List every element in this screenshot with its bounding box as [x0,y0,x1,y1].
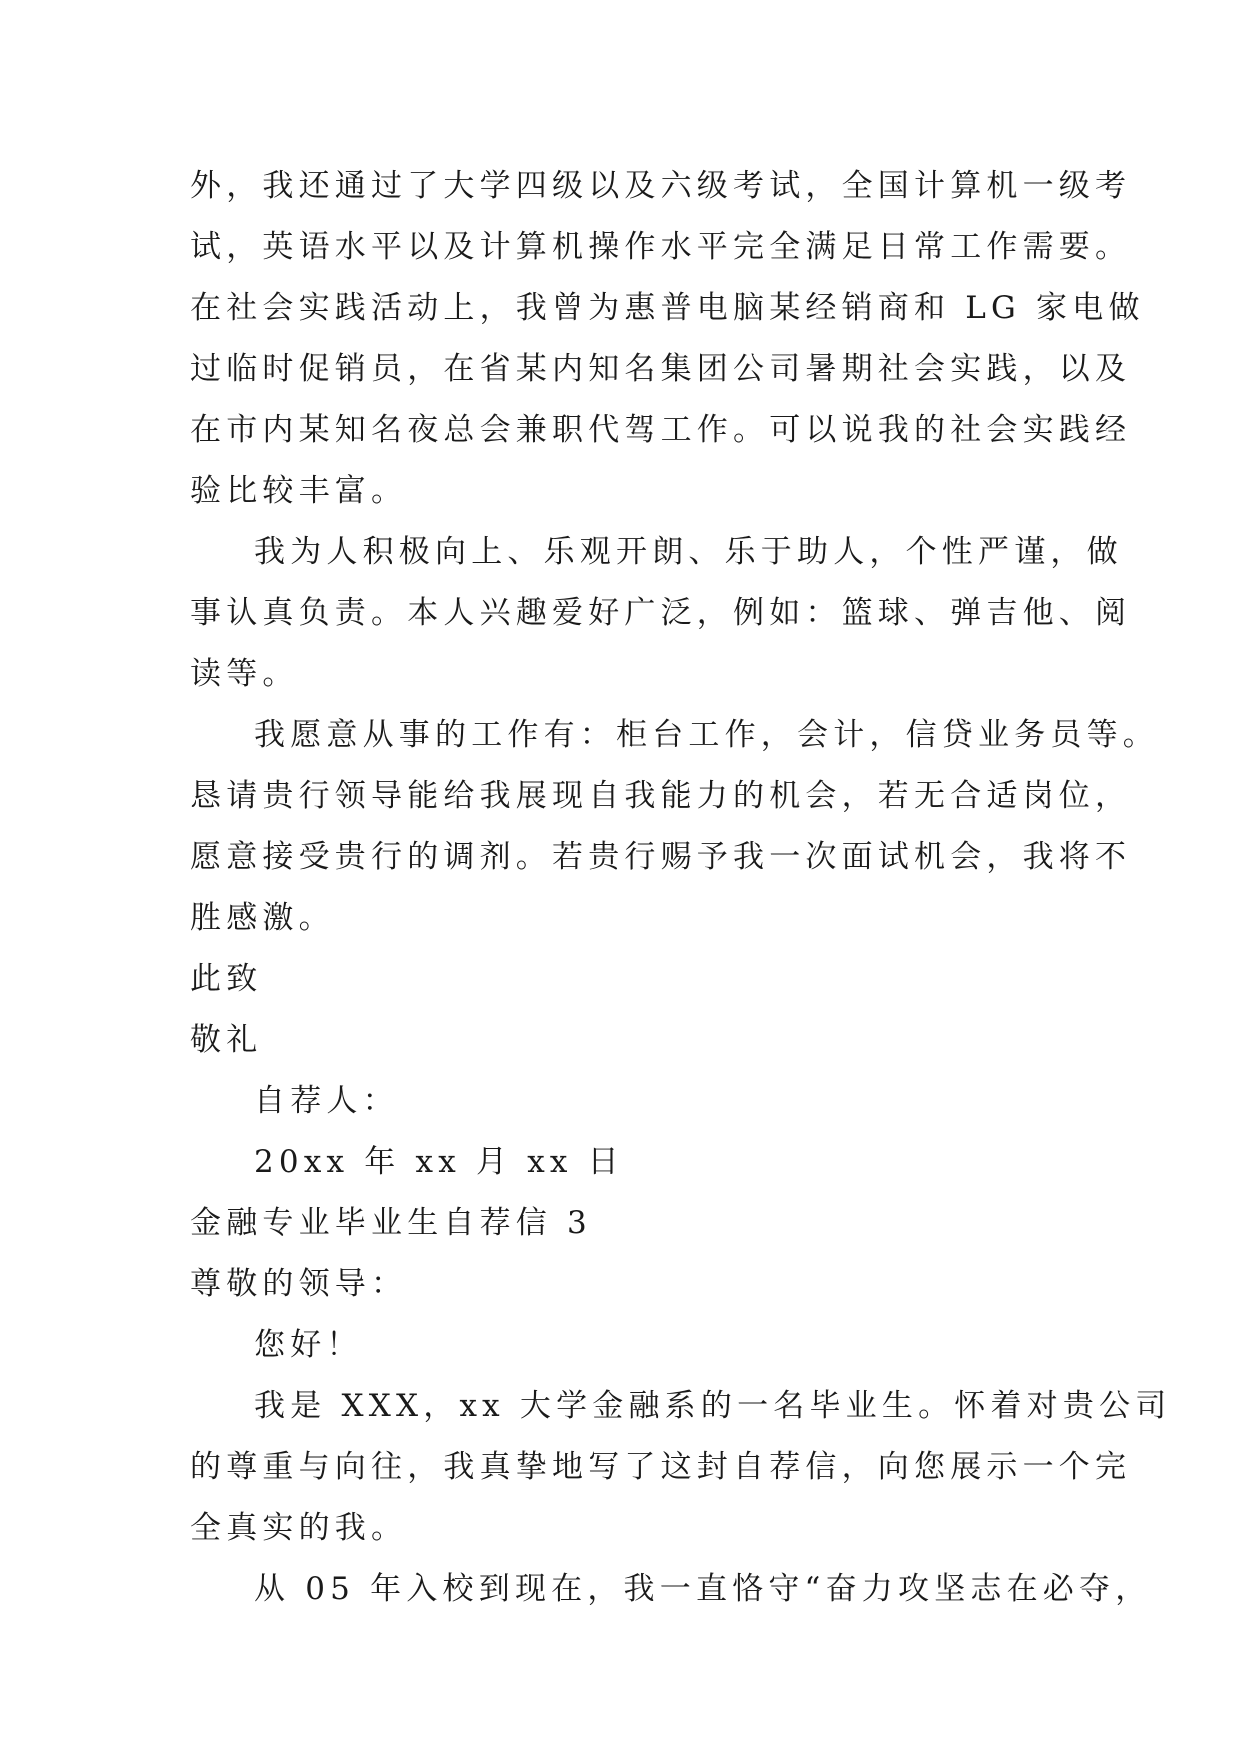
body-line: 试，英语水平以及计算机操作水平完全满足日常工作需要。 [190,229,1132,265]
body-line: 验比较丰富。 [190,473,408,509]
body-line: 在社会实践活动上，我曾为惠普电脑某经销商和 LG 家电做 [190,290,1145,326]
greeting: 您好！ [254,1327,363,1363]
closing-line: 敬礼 [190,1022,263,1058]
paragraph-start-line: 我愿意从事的工作有：柜台工作，会计，信贷业务员等。 [254,717,1159,753]
paragraph-start-line: 我是 XXX，xx 大学金融系的一名毕业生。怀着对贵公司 [254,1388,1172,1424]
body-line: 胜感激。 [190,900,335,936]
signature-date: 20xx 年 xx 月 xx 日 [254,1144,624,1180]
body-line: 过临时促销员，在省某内知名集团公司暑期社会实践，以及 [190,351,1132,387]
body-line: 事认真负责。本人兴趣爱好广泛，例如：篮球、弹吉他、阅 [190,595,1132,631]
body-line: 全真实的我。 [190,1510,408,1546]
signature-label: 自荐人： [254,1083,399,1119]
section-title: 金融专业毕业生自荐信 3 [190,1205,592,1241]
paragraph-start-line: 我为人积极向上、乐观开朗、乐于助人，个性严谨，做 [254,534,1123,570]
body-line: 外，我还通过了大学四级以及六级考试，全国计算机一级考 [190,168,1132,204]
body-line: 在市内某知名夜总会兼职代驾工作。可以说我的社会实践经 [190,412,1132,448]
body-line: 的尊重与向往，我真挚地写了这封自荐信，向您展示一个完 [190,1449,1132,1485]
body-line: 愿意接受贵行的调剂。若贵行赐予我一次面试机会，我将不 [190,839,1132,875]
paragraph-start-line: 从 05 年入校到现在，我一直恪守“奋力攻坚志在必夺， [254,1571,1152,1607]
body-line: 读等。 [190,656,299,692]
salutation: 尊敬的领导： [190,1266,408,1302]
closing-line: 此致 [190,961,263,997]
body-line: 恳请贵行领导能给我展现自我能力的机会，若无合适岗位， [190,778,1132,814]
